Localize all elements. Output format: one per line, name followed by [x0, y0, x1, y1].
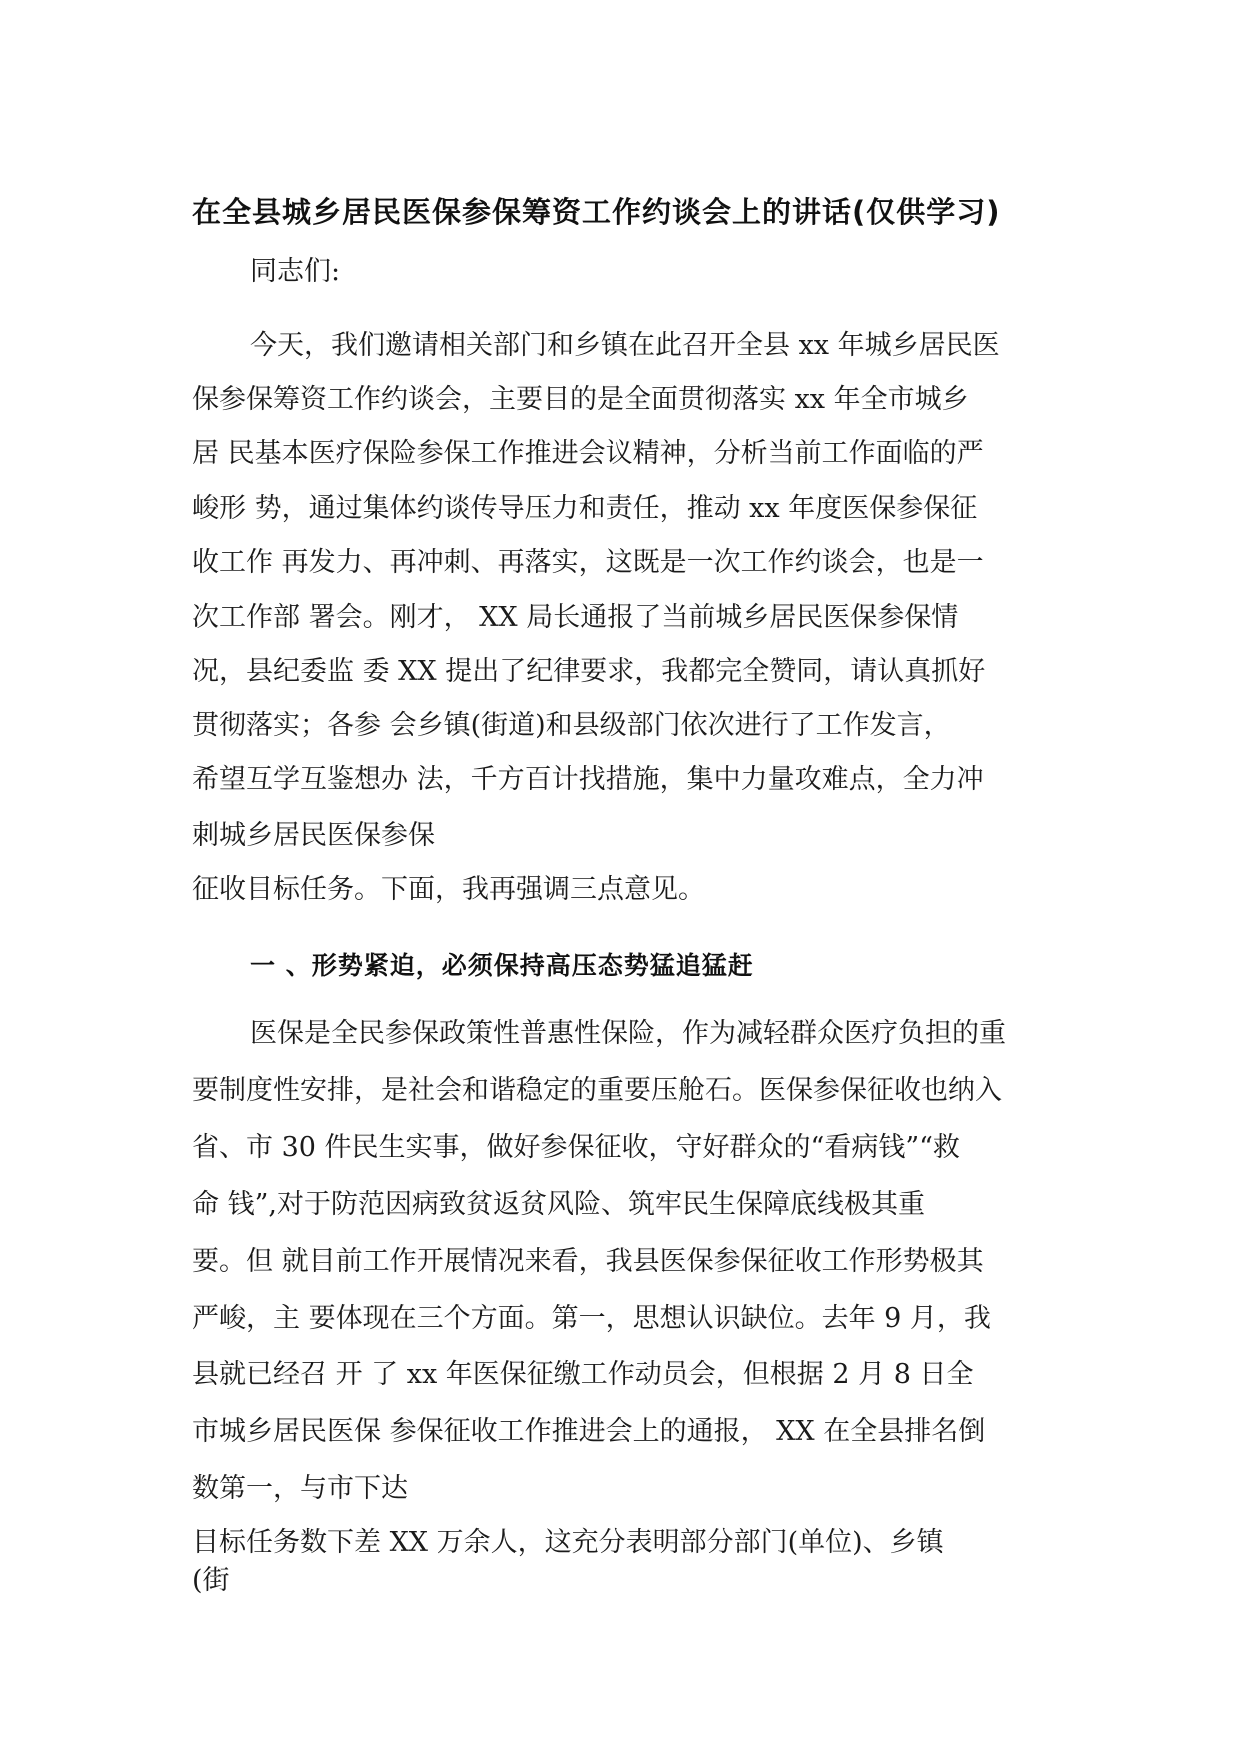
paragraph-line: 征收目标任务。下面，我再强调三点意见。 [192, 874, 705, 905]
paragraph-line: 市城乡居民医保 参保征收工作推进会上的通报， XX 在全县排名倒 [192, 1416, 986, 1447]
paragraph-line: 目标任务数下差 XX 万余人，这充分表明部分部门(单位)、乡镇 [192, 1527, 944, 1558]
paragraph-line: 要制度性安排，是社会和谐稳定的重要压舱石。医保参保征收也纳入 [192, 1075, 1002, 1106]
paragraph-line: 命 钱”,对于防范因病致贫返贫风险、筑牢民生保障底线极其重 [192, 1189, 925, 1220]
paragraph-line: (街 [192, 1565, 230, 1596]
paragraph-line: 医保是全民参保政策性普惠性保险，作为减轻群众医疗负担的重 [250, 1018, 1006, 1049]
paragraph-line: 收工作 再发力、再冲刺、再落实，这既是一次工作约谈会，也是一 [192, 547, 984, 578]
paragraph-line: 贯彻落实；各参 会乡镇(街道)和县级部门依次进行了工作发言， [192, 710, 951, 741]
paragraph-line: 要。但 就目前工作开展情况来看，我县医保参保征收工作形势极其 [192, 1246, 984, 1277]
paragraph-line: 严峻，主 要体现在三个方面。第一，思想认识缺位。去年 9 月，我 [192, 1303, 991, 1334]
paragraph-line: 居 民基本医疗保险参保工作推进会议精神，分析当前工作面临的严 [192, 438, 984, 469]
paragraph-line: 县就已经召 开 了 xx 年医保征缴工作动员会，但根据 2 月 8 日全 [192, 1359, 974, 1390]
paragraph-line: 次工作部 署会。刚才， XX 局长通报了当前城乡居民医保参保情 [192, 602, 959, 633]
paragraph-line: 希望互学互鉴想办 法，千方百计找措施，集中力量攻难点，全力冲 [192, 764, 984, 795]
section-heading: 一 、形势紧迫，必须保持高压态势猛追猛赶 [250, 951, 754, 980]
document-title: 在全县城乡居民医保参保筹资工作约谈会上的讲话(仅供学习) [192, 195, 1001, 229]
paragraph-line: 今天，我们邀请相关部门和乡镇在此召开全县 xx 年城乡居民医 [250, 330, 1000, 361]
paragraph-line: 峻形 势，通过集体约谈传导压力和责任，推动 xx 年度医保参保征 [192, 493, 978, 524]
paragraph-line: 省、市 30 件民生实事，做好参保征收，守好群众的“看病钱”“救 [192, 1132, 960, 1163]
paragraph-line: 况，县纪委监 委 XX 提出了纪律要求，我都完全赞同，请认真抓好 [192, 656, 986, 687]
salutation: 同志们: [250, 256, 341, 287]
paragraph-line: 保参保筹资工作约谈会，主要目的是全面贯彻落实 xx 年全市城乡 [192, 384, 969, 415]
paragraph-line: 数第一，与市下达 [192, 1473, 408, 1504]
paragraph-line: 刺城乡居民医保参保 [192, 820, 435, 851]
